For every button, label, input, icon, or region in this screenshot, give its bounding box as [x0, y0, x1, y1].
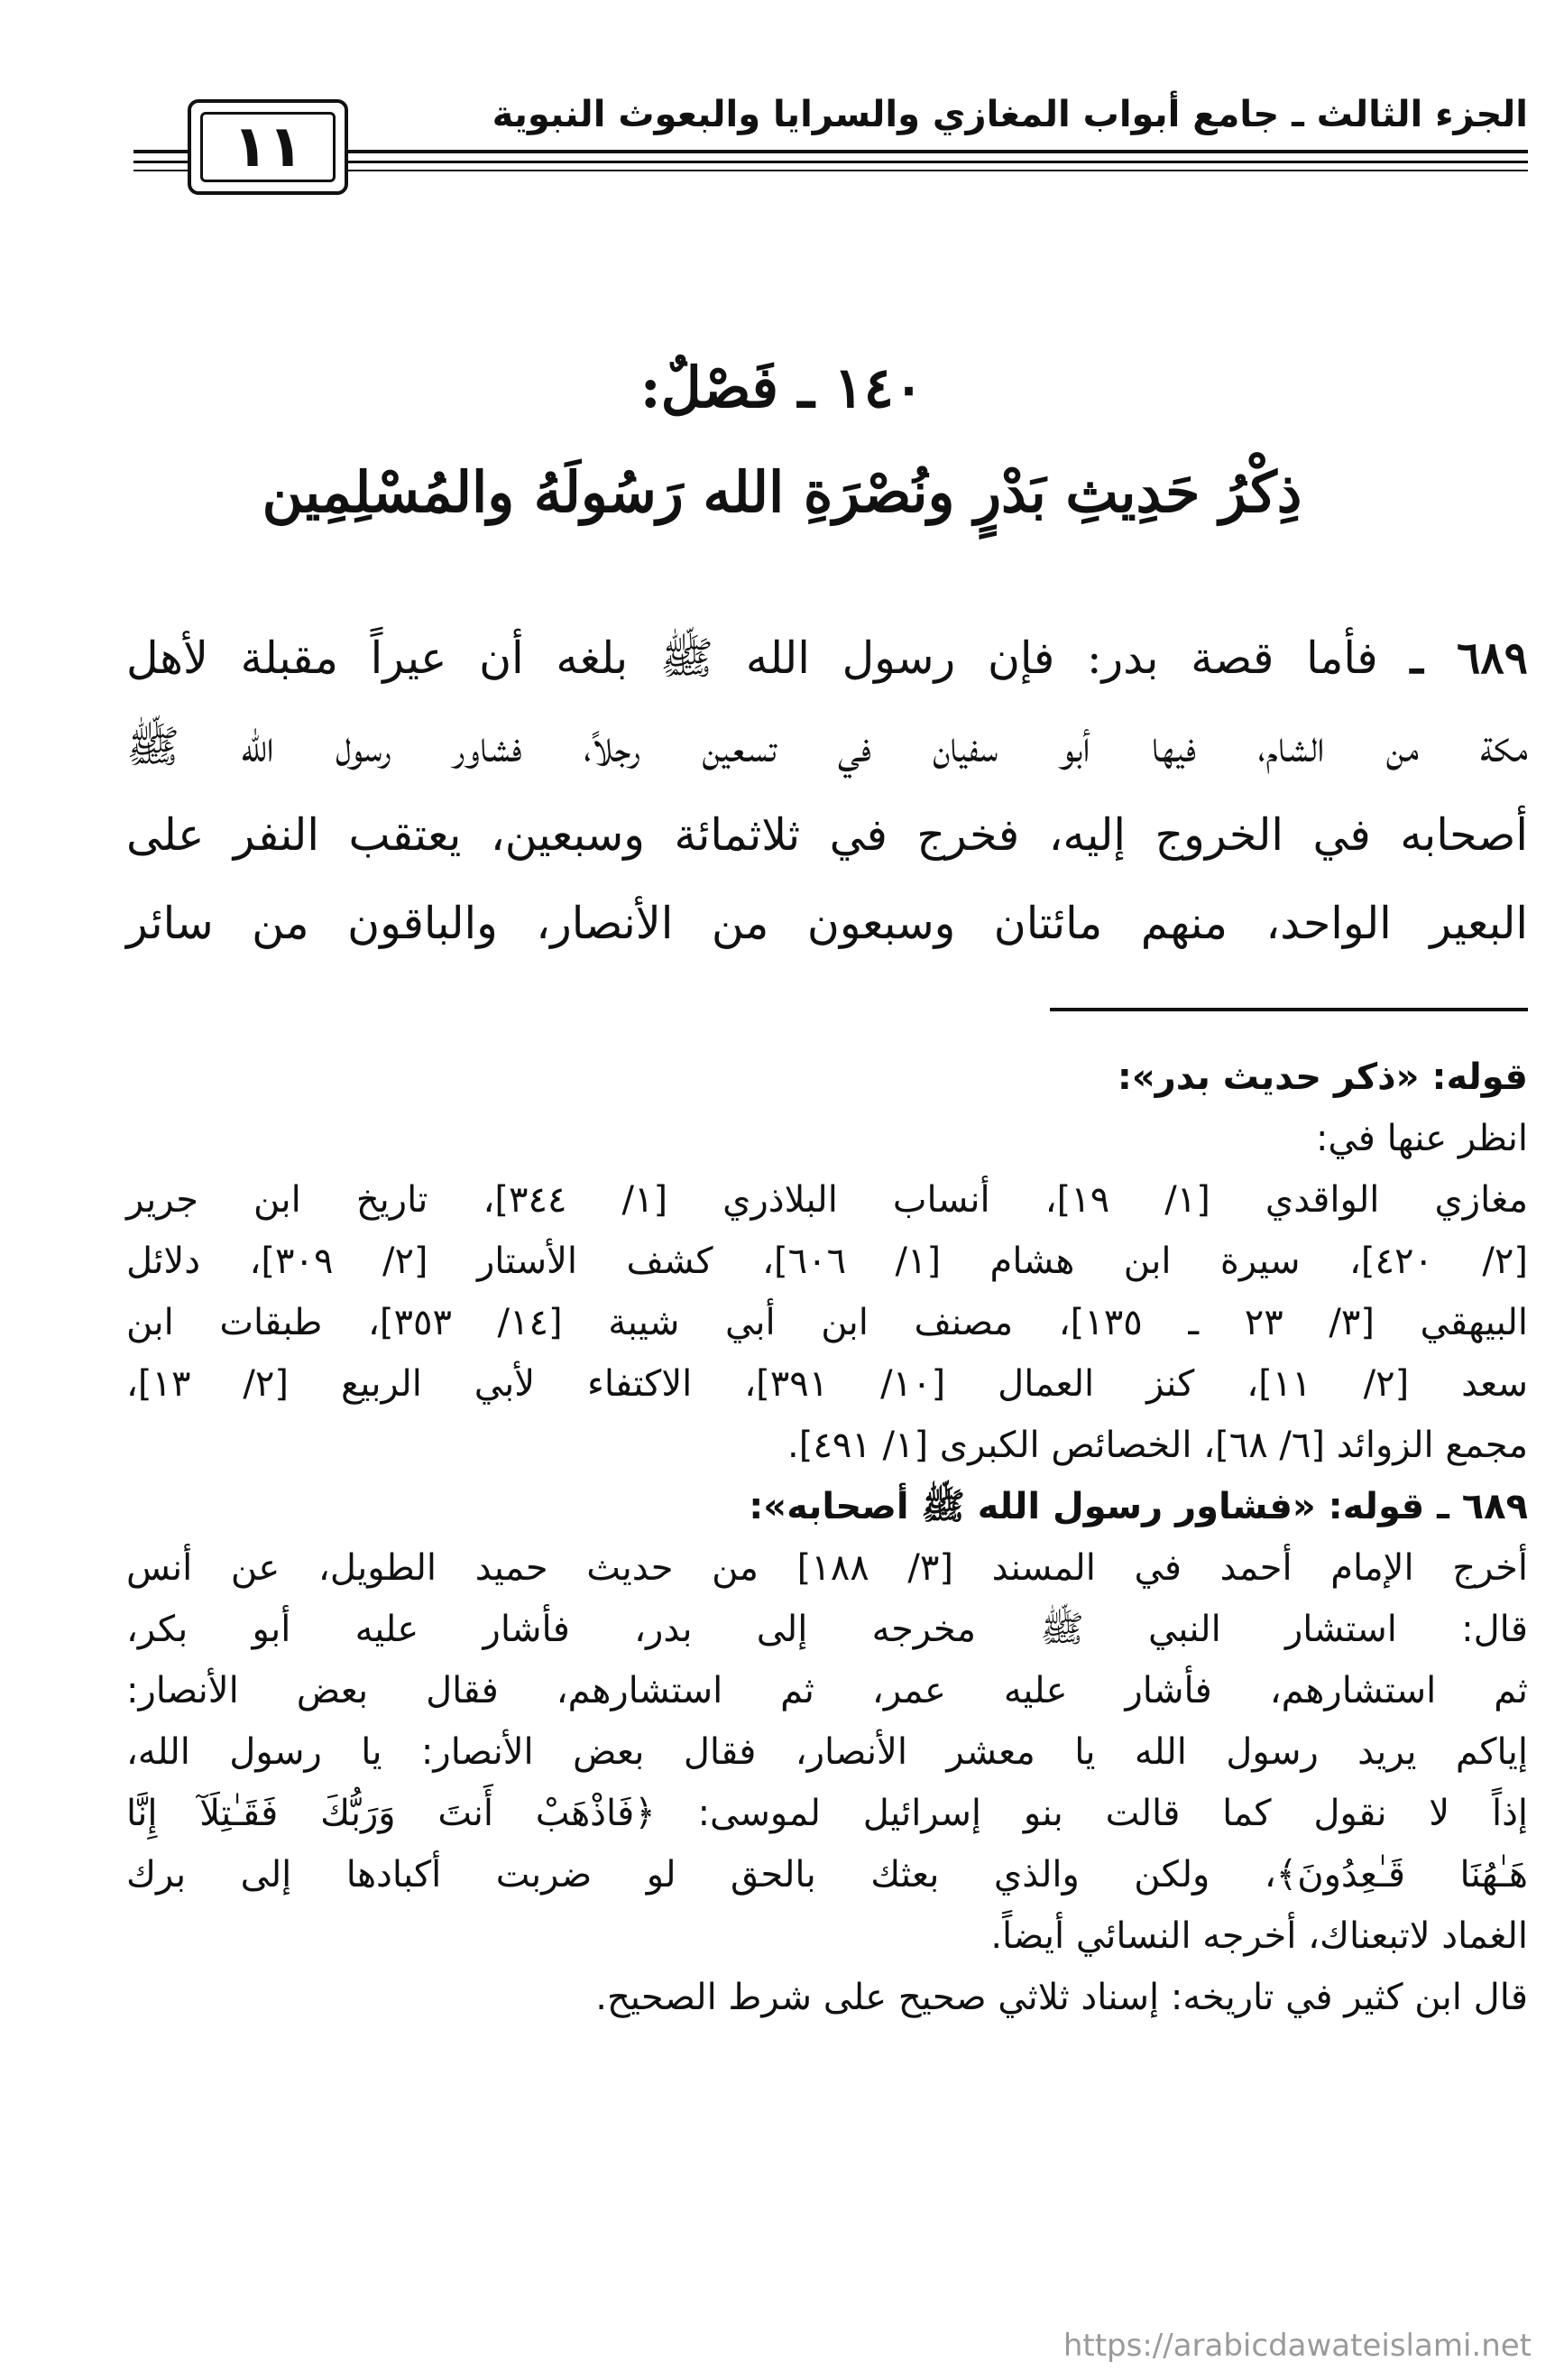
footnote-line: [٢/ ٤٢٠]، سيرة ابن هشام [١/ ٦٠٦]، كشف الأستار [٢/ ٣٠٩]، دلائل — [126, 1241, 1528, 1282]
main-text-line — [126, 703, 1528, 791]
page-number: ١١ — [232, 114, 304, 180]
footnote-quote: «فشاور رسول الله ﷺ أصحابه»: — [749, 1486, 1329, 1527]
footnote-separator — [1050, 1008, 1528, 1011]
footnote-quote: «ذكر حديث بدر»: — [1117, 1056, 1432, 1098]
main-text-line — [126, 791, 1528, 880]
footnote-line: البيهقي [٣/ ٢٣ ـ ١٣٥]، مصنف ابن أبي شيبة [١٤/ ٣٥٣]، طبقات ابن — [126, 1302, 1529, 1343]
footnote-heading — [126, 1047, 1528, 1108]
footnote-line: إياكم يريد رسول الله يا معشر الأنصار، فقال بعض الأنصار: يا رسول الله، — [126, 1731, 1528, 1773]
footnote-line: قال: استشار النبي ﷺ مخرجه إلى بدر، فأشار عليه أبو بكر، — [126, 1609, 1528, 1650]
quran-verse: هَـٰهُنَا قَـٰعِدُونَ﴾ — [1275, 1854, 1529, 1896]
footnote-heading — [126, 1476, 1528, 1537]
footnote-line: مغازي الواقدي [١/ ١٩]، أنساب البلاذري [١/ ٣٤٤]، تاريخ ابن جرير — [126, 1179, 1528, 1221]
main-text-line — [126, 880, 1528, 968]
quran-verse: ﴿فَاذْهَبْ أَنتَ وَرَبُّكَ فَقَـٰتِلَآ إِنَّا — [126, 1793, 656, 1834]
footnote-line-content: إذاً لا نقول كما قالت بنو إسرائيل لموسى: — [655, 1793, 1529, 1834]
footnote-line: ثم استشارهم، فأشار عليه عمر، ثم استشارهم، فقال بعض الأنصار: — [126, 1670, 1528, 1711]
footnote-line-content: ، ولكن والذي بعثك بالحق لو ضربت أكبادها إلى برك — [126, 1854, 1276, 1896]
main-text-line — [126, 613, 1528, 703]
page-number-frame — [188, 99, 348, 195]
main-text — [126, 613, 1528, 968]
footnote-line — [126, 1844, 1528, 1905]
main-text-line-content: أصحابه في الخروج إليه، فخرج في ثلاثمائة وسبعين، يعتقب النفر على — [126, 809, 1528, 861]
footnote-line: الغماد لاتبعناك، أخرجه النسائي أيضاً. — [990, 1915, 1528, 1957]
paragraph-number: ٦٨٩ ـ — [1410, 632, 1528, 684]
footnote-line: سعد [٢/ ١١]، كنز العمال [١٠/ ٣٩١]، الاكتفاء لأبي الربيع [٢/ ١٣]، — [126, 1363, 1528, 1405]
footnote-line: مجمع الزوائد [٦/ ٦٨]، الخصائص الكبرى [١/ ٤٩١]. — [787, 1425, 1528, 1466]
footnote-line: قال ابن كثير في تاريخه: إسناد ثلاثي صحيح على شرط الصحيح. — [595, 1977, 1528, 2018]
footnotes — [126, 1047, 1528, 2028]
main-text-line-content: فأما قصة بدر: فإن رسول الله ﷺ بلغه أن عيراً مقبلة لأهل — [126, 632, 1411, 684]
footnote-line: أخرج الإمام أحمد في المسند [٣/ ١٨٨] من حديث حميد الطويل، عن أنس — [126, 1547, 1528, 1589]
chapter-subtitle: ذِكْرُ حَدِيثِ بَدْرٍ ونُصْرَةِ الله رَسُولَهُ والمُسْلِمِين — [262, 459, 1302, 525]
main-text-line-content: البعير الواحد، منهم مائتان وسبعون من الأنصار، والباقون من سائر — [126, 898, 1528, 949]
watermark-url: https://arabicdawateislami.net — [1063, 2328, 1532, 2364]
footnote-line — [126, 1783, 1528, 1844]
footnote-line: انظر عنها في: — [1315, 1118, 1528, 1159]
chapter-title: ١٤٠ ـ فَصْلٌ: — [639, 355, 925, 420]
footnote-label: ٦٨٩ ـ قوله: — [1328, 1486, 1528, 1527]
footnote-label: قوله: — [1431, 1056, 1528, 1098]
running-header-title: الجزء الثالث ـ جامع أبواب المغازي والسرايا والبعوث النبوية — [492, 94, 1528, 135]
main-text-line-content: مكة من الشام، فيها أبو سفيان في تسعين رجلاً، فشاور رسول الله ﷺ — [126, 721, 1528, 772]
